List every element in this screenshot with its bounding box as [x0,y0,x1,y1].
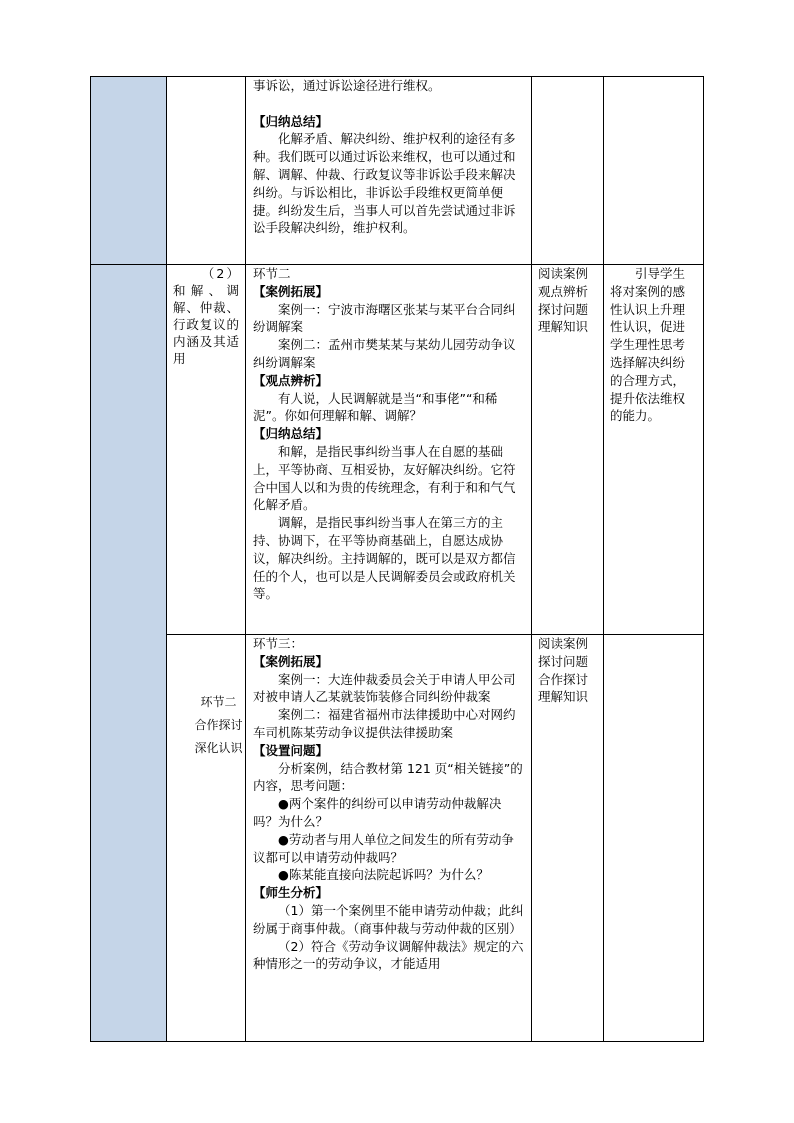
lesson-plan-table [90,76,704,1042]
activity-cell [532,77,604,265]
content-cell [246,635,532,1042]
intent-cell [604,77,704,265]
question-item: ●两个案件的纠纷可以申请劳动仲裁解决吗？为什么？ [253,796,502,829]
stage-cell [91,77,167,265]
topic-text: （2）和解、调解、仲裁、行政复议的内涵及其适用 [173,266,239,366]
case-item: 案例二：福建省福州市法律援助中心对网约车司机陈某劳动争议提供法律援助案 [253,707,516,740]
intent-cell [604,265,704,635]
content-paragraph: （2）符合《劳动争议调解仲裁法》规定的六种情形之一的劳动争议，才能适用 [253,938,524,972]
table-row [91,265,704,635]
intent-text: 引导学生将对案例的感性认识上升理性认识，促进学生理性思考选择解决纠纷的合理方式，提升依法维权的能力。 [610,266,686,424]
content-cell [246,77,532,265]
content-paragraph: 调解，是指民事纠纷当事人在第三方的主持、协调下，在平等协商基础上，自愿达成协议，解决纠纷。主持调解的，既可以是双方都信任的个人，也可以是人民调解委员会或政府机关等。 [253,515,516,602]
table-row [91,77,704,265]
activity-cell [532,265,604,635]
content-paragraph: 有人说，人民调解就是当“和事佬”“和稀泥”。你如何理解和解、调解？ [253,390,498,424]
intent-cell [604,635,704,1042]
section-heading: 【案例拓展】 [253,653,329,669]
blank-line [246,95,531,113]
stage-label-line: 深化认识 [194,740,243,755]
stage-label [181,691,257,760]
topic-cell [167,77,246,265]
section-heading: 【归纳总结】 [253,426,329,442]
stage-label-line: 合作探讨 [194,717,243,732]
case-item: 案例一：宁波市海曙区张某与某平台合同纠纷调解案 [253,301,516,335]
section-heading: 【案例拓展】 [253,283,329,299]
content-line: 事诉讼，通过诉讼途径进行维权。 [253,78,441,93]
content-paragraph: 化解矛盾、解决纠纷、维护权利的途径有多种。我们既可以通过诉讼来维权，也可以通过和解、调解、仲裁、行政复议等非诉讼手段来解决纠纷。与诉讼相比，非诉讼手段维权更简单便捷。纠纷发生后，当事人可以首先尝试通过非诉讼手段解决纠纷，维护权利。 [253,131,516,236]
section-heading: 【设置问题】 [253,742,329,758]
topic-cell [167,265,246,635]
content-paragraph: 和解，是指民事纠纷当事人在自愿的基础上，平等协商、互相妥协，友好解决纠纷。它符合中国人以和为贵的传统理念，有利于和和气气化解矛盾。 [253,443,516,513]
stage-label-line: 环节二 [200,694,237,709]
content-cell [246,265,532,635]
question-item: ●劳动者与用人单位之间发生的所有劳动争议都可以申请劳动仲裁吗？ [253,831,514,865]
case-item: 案例一：大连仲裁委员会关于申请人甲公司对被申请人乙某就装饰装修合同纠纷仲裁案 [253,671,516,705]
activity-cell [532,635,604,1042]
stage-title: 环节二 [253,266,291,281]
question-item: ●陈某能直接向法院起诉吗？为什么？ [278,867,489,883]
content-paragraph: 分析案例，结合教材第 121 页“相关链接”的内容，思考问题： [253,760,523,794]
activity-text: 阅读案例探讨问题合作探讨理解知识 [538,636,589,705]
case-item: 案例二：孟州市樊某某与某幼儿园劳动争议纠纷调解案 [253,337,516,370]
content-paragraph: （1）第一个案例里不能申请劳动仲裁；此纠纷属于商事仲裁。（商事仲裁与劳动仲裁的区别） [253,902,524,936]
stage-title: 环节三： [253,636,304,651]
section-heading: 【归纳总结】 [253,113,329,129]
section-heading: 【观点辨析】 [253,372,329,388]
section-heading: 【师生分析】 [253,885,329,901]
activity-text: 阅读案例观点辨析探讨问题理解知识 [538,266,589,335]
